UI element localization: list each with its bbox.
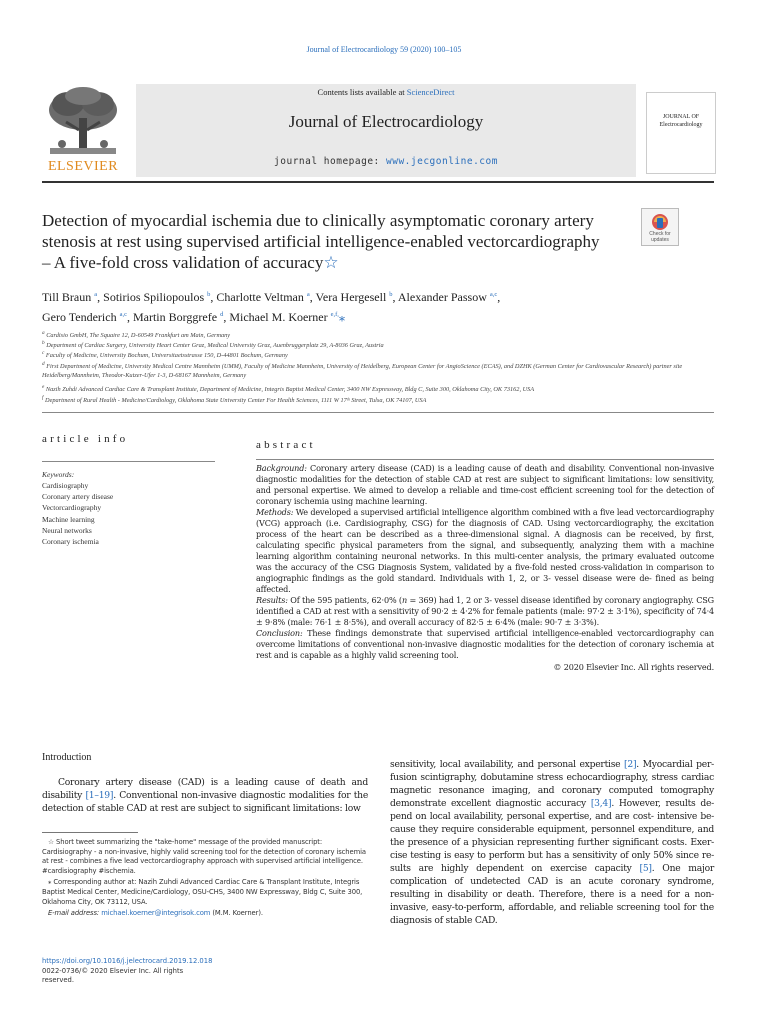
issn-line: 0022-0736/© 2020 Elsevier Inc. All rights xyxy=(42,966,184,975)
abstract-heading: abstract xyxy=(256,439,316,451)
footnote-corresponding: ⁎ Corresponding author at: Nazih Zuhdi Advanced Cardiac Care & Transplant Institute, Integris Baptist Medical Center, Medicine/Cardiology, OSU-CHS, 3400 NW Expressway, Bldg C, Suite 300, Oklahoma City, OK 73112, USA. xyxy=(42,878,363,906)
email-suffix: (M.M. Koerner). xyxy=(210,909,263,918)
author-affiliation-mark[interactable]: b xyxy=(389,291,393,298)
check-for-updates-button[interactable] xyxy=(641,208,679,246)
intro-text: . However, results de- pend on local availability, personal expertise, and are cost- intensive be- cause they require considerable equipment, personnel expenditure, and the presence of a physician representing further significant costs. Exer- cise testing is easy to perform but has a sensitivity of only 50% since re- sults are highly dependent on exercise capacity xyxy=(390,798,715,874)
abstract-methods xyxy=(256,507,714,595)
masthead-divider xyxy=(42,181,714,183)
author-affiliation-mark[interactable]: a,c xyxy=(489,291,498,298)
citation-link[interactable]: [3,4] xyxy=(590,798,612,809)
footnote-star: ☆ Short tweet summarizing the "take-home" message of the provided manuscript: Cardisiography - a non-invasive, highly valid screening tool for the detection of coronary ischemia at rest - combines a five lead vectorcardiography approach with supervised artificial intelligence. #cardisiography #ischemia. xyxy=(42,838,366,875)
keywords-label: Keywords: xyxy=(42,470,75,479)
cover-title xyxy=(651,113,711,129)
introduction-column-2 xyxy=(390,758,714,927)
affiliation xyxy=(42,394,714,406)
footnote-email xyxy=(42,909,368,919)
author-separator: , xyxy=(392,290,398,304)
affiliation-mark: d xyxy=(42,361,45,367)
affiliation-text: Department of Rural Health - Medicine/Cardiology, Oklahoma State University Center For Health Sciences, 1111 W 17ᵗʰ Street, Tulsa, OK 74107, USA xyxy=(45,397,427,405)
author-affiliation-mark[interactable]: d xyxy=(220,311,224,318)
affiliation-text: Department of Cardiac Surgery, University Heart Center Graz, Medical University Graz, Auenbruggerplatz 29, A-8036 Graz, Austria xyxy=(46,342,384,350)
affiliation-mark: a xyxy=(42,330,45,336)
affiliation xyxy=(42,360,714,380)
conclusion-label: Conclusion: xyxy=(256,628,303,638)
affiliation-text: First Department of Medicine, University Medical Centre Mannheim (UMM), Faculty of Medicine Mannheim, University of Heidelberg, European Center for AngioScience (ECAS), and DZHK (German Center for Cardiovascular Research) partner site Heidelberg/Mannheim, Theodor-Kutzer-Ufer 1-3, D-68167 Mannheim, Germany xyxy=(42,363,683,379)
abstract-results xyxy=(256,595,714,628)
author-affiliation-mark[interactable]: a xyxy=(94,291,98,298)
keyword: Neural networks xyxy=(42,525,92,535)
keyword: Cardisiography xyxy=(42,481,89,490)
methods-label: Methods: xyxy=(256,507,294,517)
author-name: Till Braun xyxy=(42,290,92,304)
header-divider xyxy=(42,412,714,413)
author-name: Martin Borggrefe xyxy=(132,310,218,324)
citation-link[interactable]: [1–19] xyxy=(85,790,114,801)
author-separator: , xyxy=(309,290,316,304)
conclusion-text: These findings demonstrate that supervised artificial intelligence-enabled vectorcardiography can overcome limitations of conventional non-invasive diagnostic modalities for the detection of coronary ischemia at rest and is capable as a highly valid screening tool. xyxy=(256,628,714,660)
intro-text: Coronary artery disease (CAD) is a leading cause of death and disability xyxy=(42,777,368,801)
homepage-link[interactable]: www.jecgonline.com xyxy=(386,156,498,167)
masthead xyxy=(42,84,714,177)
article-title-text: Detection of myocardial ischemia due to clinically asymptomatic coronary artery stenosis at rest using supervised artificial intelligence-enabled vectorcardiography – A five-fold cross validation of accuracy xyxy=(42,211,600,272)
author[interactable] xyxy=(42,310,133,324)
author[interactable] xyxy=(133,310,229,324)
email-label: E-mail address: xyxy=(48,909,102,918)
sciencedirect-link[interactable]: ScienceDirect xyxy=(406,87,455,97)
keyword: Machine learning xyxy=(42,514,95,524)
cover-line-2: Electrocardiology xyxy=(659,122,703,128)
results-text-post: = 369) had 1, 2 or 3- vessel disease identified by coronary angiography. CSG identified a CAD at rest with a sensitivity of 90·2 ± 4·2% for female patients (male: 97·2 ± 3·1%), specificity of 74·4 ± 9·8% (male: 76·1 ± 8·5%), and overall accuracy of 82·5 ± 6·4% (male: 90·7 ± 3·3%). xyxy=(256,595,714,627)
author[interactable] xyxy=(103,290,216,304)
author-affiliation-mark[interactable]: e,f, xyxy=(330,311,339,318)
affiliation-mark: f xyxy=(42,395,44,401)
footnotes xyxy=(42,838,368,921)
publisher-name: ELSEVIER xyxy=(47,159,119,174)
background-text: Coronary artery disease (CAD) is a leading cause of death and disability. Conventional non-invasive diagnostic modalities for the detection of stable CAD at rest are subject to significant limitations: low sensitivity, and personal expertise. We aimed to develop a reliable and time-cost efficient screening tool for the detection of coronary ischemia using machine learning. xyxy=(256,463,714,506)
journal-cover-thumbnail[interactable] xyxy=(646,92,716,174)
author-separator: , xyxy=(497,290,501,304)
introduction-heading: Introduction xyxy=(42,752,92,763)
author[interactable] xyxy=(42,290,103,304)
abstract-divider xyxy=(256,459,714,460)
title-footnote-star-link[interactable]: ☆ xyxy=(323,253,339,272)
article-info-heading: article info xyxy=(42,433,129,445)
author[interactable] xyxy=(229,310,345,324)
affiliation-mark: b xyxy=(42,340,45,346)
journal-name: Journal of Electrocardiology xyxy=(288,112,484,131)
keyword: Coronary ischemia xyxy=(42,537,99,547)
homepage-prefix: journal homepage: xyxy=(274,156,386,167)
footnote-divider xyxy=(42,832,138,833)
intro-text: . Myocardial per- fusion scintigraphy, dobutamine stress echocardiography, stress cardiac magnetic resonance imaging, and coronary computed tomography demonstrate excellent diagnostic accuracy xyxy=(390,759,714,809)
cover-line-1: JOURNAL OF xyxy=(662,114,700,120)
elsevier-logo[interactable] xyxy=(42,84,124,177)
author-list xyxy=(42,286,714,326)
author-name: Michael M. Koerner xyxy=(229,310,328,324)
author[interactable] xyxy=(398,290,500,304)
affiliation-text: Cardisio GmbH, The Squaire 12, D-60549 Frankfurt am Main, Germany xyxy=(46,332,231,340)
author-separator: , xyxy=(223,310,230,324)
intro-text: sensitivity, local availability, and personal expertise xyxy=(390,759,625,770)
masthead-center xyxy=(136,84,636,177)
affiliation-mark: e xyxy=(42,384,45,390)
author-affiliation-mark[interactable]: a xyxy=(306,291,310,298)
background-label: Background: xyxy=(256,463,307,473)
methods-text: We developed a supervised artificial intelligence algorithm combined with a five lead vectorcardiography (VCG) approach (i.e. Cardisiography, CSG) for the diagnosis of CAD. Using vectorcardiography, the excitation process of the heart can be described as a three-dimensional signal. A diagnosis can be received, by first, calculating specific physical parameters from the signal, and subsequently, analyzing them with a machine learning algorithm containing neuronal networks. In this multi-center analysis, the primary evaluated outcome was the accuracy of the CSG Diagnosis System, validated by a five-fold nested cross-validation in comparison to angiographic findings as the gold standard. Individuals with 1, 2, or 3- vessel disease were de- fined as being affected. xyxy=(256,507,714,594)
results-n: n xyxy=(401,595,408,605)
author-name: Vera Hergesell xyxy=(315,290,387,304)
author-affiliation-mark[interactable]: b xyxy=(207,291,211,298)
author-name: Sotirios Spiliopoulos xyxy=(103,290,205,304)
intro-text: . Conventional non-invasive diagnostic modalities for the detection of stable CAD at rest are subject to significant limitations: low xyxy=(42,790,369,814)
article-info-divider xyxy=(42,461,215,462)
author-affiliation-mark[interactable]: a,c xyxy=(119,311,127,318)
journal-reference[interactable]: Journal of Electrocardiology 59 (2020) 100–105 xyxy=(306,45,462,54)
abstract-background xyxy=(256,463,714,507)
intro-text: . One major complication of undetected CAD is an acute coronary syndrome, resulting in disability or death. Therefore, there is a need for a non- invasive, easy-to-perform, affordable, and reliable screening tool for the diagnosis of stable CAD. xyxy=(390,863,715,926)
author-separator: , xyxy=(97,290,104,304)
doi-link[interactable]: https://doi.org/10.1016/j.jelectrocard.2019.12.018 xyxy=(42,957,213,965)
affiliation xyxy=(42,383,714,395)
article-title xyxy=(42,210,612,273)
abstract-body xyxy=(256,463,714,673)
contents-line xyxy=(136,87,636,97)
rights-line: reserved. xyxy=(42,976,75,984)
author-separator: , xyxy=(210,290,217,304)
corresponding-author-mark[interactable]: ⁎ xyxy=(338,310,345,324)
author-email-link[interactable]: michael.koerner@integrisok.com xyxy=(101,909,211,918)
abstract-conclusion xyxy=(256,628,714,661)
author[interactable] xyxy=(216,290,315,304)
keyword: Vectorcardiography xyxy=(42,503,102,513)
crossmark-label-1: Check for xyxy=(649,231,671,237)
results-label: Results: xyxy=(256,595,288,605)
author-name: Alexander Passow xyxy=(397,290,487,304)
crossmark-label xyxy=(642,231,678,243)
journal-homepage xyxy=(136,156,636,167)
citation-link[interactable]: [2] xyxy=(624,759,637,770)
affiliation-mark: c xyxy=(42,350,45,356)
introduction-column-1 xyxy=(42,776,368,815)
author-name: Gero Tenderich xyxy=(42,310,117,324)
results-text-pre: Of the 595 patients, 62·0% ( xyxy=(287,595,402,605)
affiliation-text: Faculty of Medicine, University Bochum, Universitaetsstrasse 150, D-44801 Bochum, Germany xyxy=(45,352,288,360)
doi-block xyxy=(42,957,242,986)
affiliation-text: Nazih Zuhdi Advanced Cardiac Care & Transplant Institute, Department of Medicine, Integris Baptist Medical Center, 3400 NW Expressway, Bldg C, Suite 300, Oklahoma City, OK 73162, USA xyxy=(45,386,535,394)
abstract-copyright: © 2020 Elsevier Inc. All rights reserved. xyxy=(553,662,714,672)
citation-link[interactable]: [5] xyxy=(639,863,652,874)
keywords-list xyxy=(42,480,113,547)
keyword: Coronary artery disease xyxy=(42,492,114,502)
affiliation xyxy=(42,349,714,361)
author[interactable] xyxy=(316,290,398,304)
contents-prefix: Contents lists available at xyxy=(317,87,407,97)
author-name: Charlotte Veltman xyxy=(216,290,304,304)
author-separator: , xyxy=(126,310,133,324)
crossmark-label-2: updates xyxy=(651,237,669,243)
elsevier-tree-icon xyxy=(42,84,124,160)
